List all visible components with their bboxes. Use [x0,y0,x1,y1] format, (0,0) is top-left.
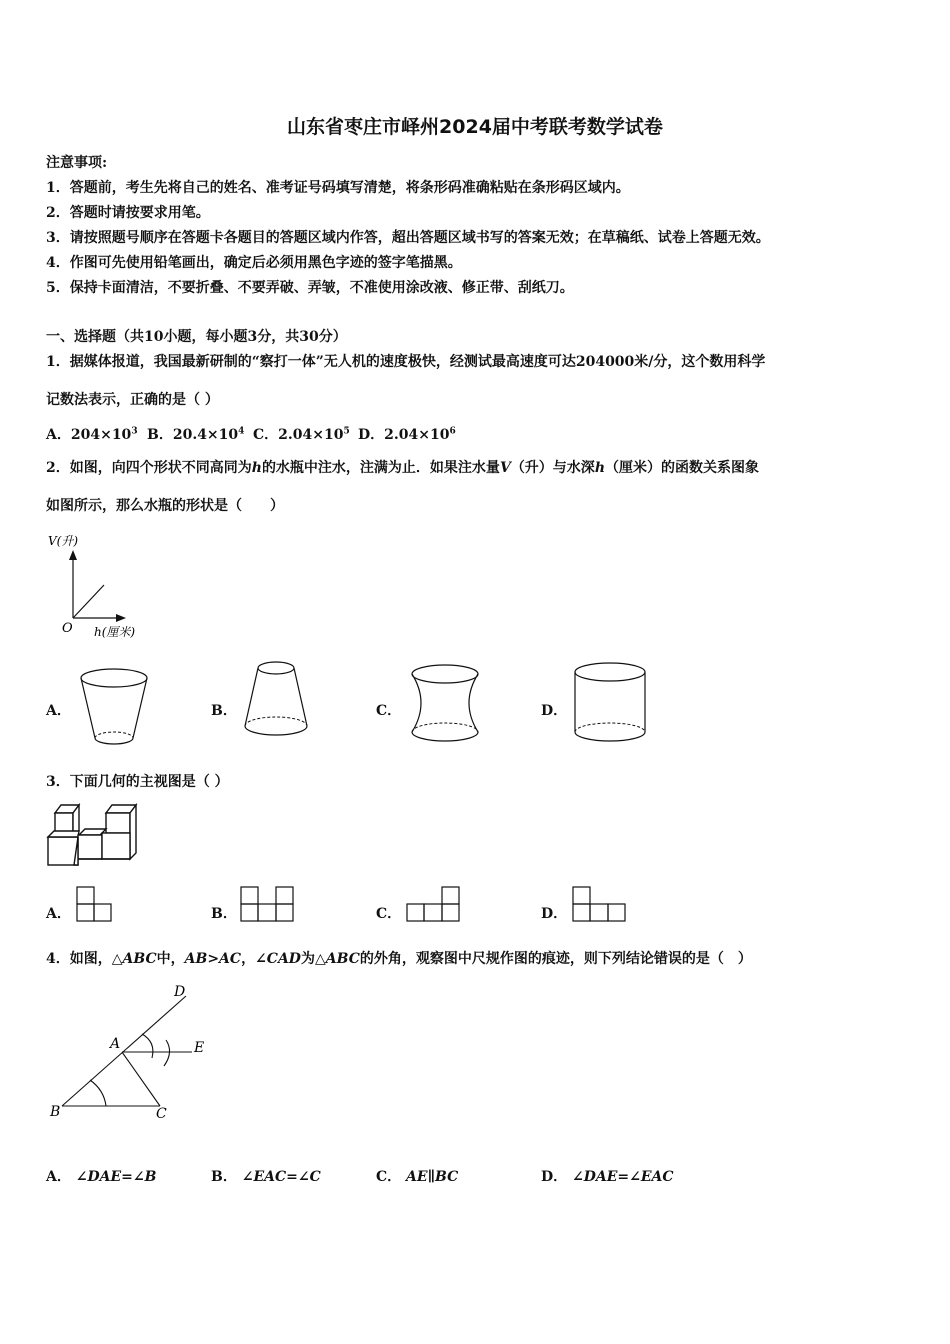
q3-view-c [406,885,466,925]
q2-volume-depth-graph [40,530,160,645]
q3-view-d [572,885,632,925]
graph-x-arrow [116,614,126,622]
graph-line [73,585,104,618]
q4-option-a[interactable]: A． ∠DAE=∠B [46,1169,157,1185]
q2-stem-line2: 如图所示，那么水瓶的形状是（ ） [46,498,284,514]
q2-text-2: 的水瓶中注水，注满为止．如果注水量 [261,460,500,476]
q1-option-c[interactable]: C．$2.04\times 10^5$ [253,426,350,443]
q4-option-c[interactable]: C． AE∥BC [376,1169,459,1185]
page-title: 山东省枣庄市峄州2024届中考联考数学试卷 [287,116,663,138]
q1-option-d[interactable]: D．$2.04\times 10^6$ [358,426,456,443]
q3-stem: 3．下面几何的主视图是（ ） [46,774,229,790]
q1-stem-line2: 记数法表示，正确的是（ ） [46,392,219,408]
q2-var-h2: h [594,460,605,476]
notice-item-3: 3．请按照题号顺序在答题卡各题目的答题区域内作答，超出答题区域书写的答案无效；在草稿纸、试卷上答题无效。 [46,230,770,246]
q2-bottle-d [572,660,657,750]
q2-stem-line1 [46,457,759,477]
q4-option-b[interactable]: B． ∠EAC=∠C [211,1169,321,1185]
q2-option-c[interactable]: C． [376,703,402,719]
label-e: E [194,1040,205,1056]
q3-solid-figure [46,803,146,873]
q4-stem [46,948,752,968]
q4-angle: CAD [266,951,301,967]
q3-option-a[interactable]: A． [46,906,71,922]
q4-triangle-1: ABC [122,951,157,967]
q4-text-3: ，∠ [241,951,267,967]
graph-origin-label: O [62,621,73,636]
graph-x-label: h(厘米) [94,625,136,639]
notice-item-1: 1．答题前，考生先将自己的姓名、准考证号码填写清楚，将条形码准确粘贴在条形码区域内。 [46,180,630,196]
q3-option-c[interactable]: C． [376,906,402,922]
q3-option-d[interactable]: D． [541,906,568,922]
q2-bottle-b [240,658,320,743]
q3-option-b[interactable]: B． [211,906,237,922]
notice-item-2: 2．答题时请按要求用笔。 [46,205,210,221]
label-d: D [174,984,186,1000]
q4-construction-figure [46,982,216,1122]
graph-y-arrow [69,550,77,560]
label-c: C [156,1106,167,1122]
notice-heading: 注意事项: [46,155,108,171]
q4-text-4: 为△ [300,951,326,967]
q3-view-a [76,885,116,925]
section-heading: 一、选择题（共10小题，每小题3分，共30分） [46,329,347,345]
q4-condition: AB>AC [184,951,242,967]
q2-text-1: 2．如图，向四个形状不同高同为 [46,460,252,476]
q2-text-3: （升）与水深 [510,460,595,476]
label-b: B [50,1104,61,1120]
q4-text-2: 中， [156,951,185,967]
q2-option-a[interactable]: A． [46,703,71,719]
q2-bottle-c [408,662,488,747]
label-a: A [110,1036,121,1052]
q4-triangle-2: ABC [325,951,360,967]
q2-bottle-a [78,665,158,750]
q2-text-4: （厘米）的函数关系图象 [605,460,759,476]
q4-text-5: 的外角，观察图中尺规作图的痕迹，则下列结论错误的是（ ） [359,951,752,967]
q2-option-b[interactable]: B． [211,703,237,719]
q1-stem-line1: 1．据媒体报道，我国最新研制的“察打一体”无人机的速度极快，经测试最高速度可达204000米/分，这个数用科学 [46,354,766,370]
q4-text-1: 4．如图，△ [46,951,123,967]
q1-option-a[interactable]: A．$204\times 10^3$ [46,426,138,443]
notice-item-4: 4．作图可先使用铅笔画出，确定后必须用黑色字迹的签字笔描黑。 [46,255,462,271]
q1-option-b[interactable]: B．$20.4\times 10^4$ [147,426,245,443]
q4-option-d[interactable]: D． ∠DAE=∠EAC [541,1169,674,1185]
q2-var-h: h [251,460,262,476]
q3-view-b [240,885,300,925]
graph-y-label: V(升) [48,534,79,548]
notice-item-5: 5．保持卡面清洁，不要折叠、不要弄破、弄皱，不准使用涂改液、修正带、刮纸刀。 [46,280,574,296]
q2-option-d[interactable]: D． [541,703,568,719]
q2-var-v: V [499,460,511,476]
